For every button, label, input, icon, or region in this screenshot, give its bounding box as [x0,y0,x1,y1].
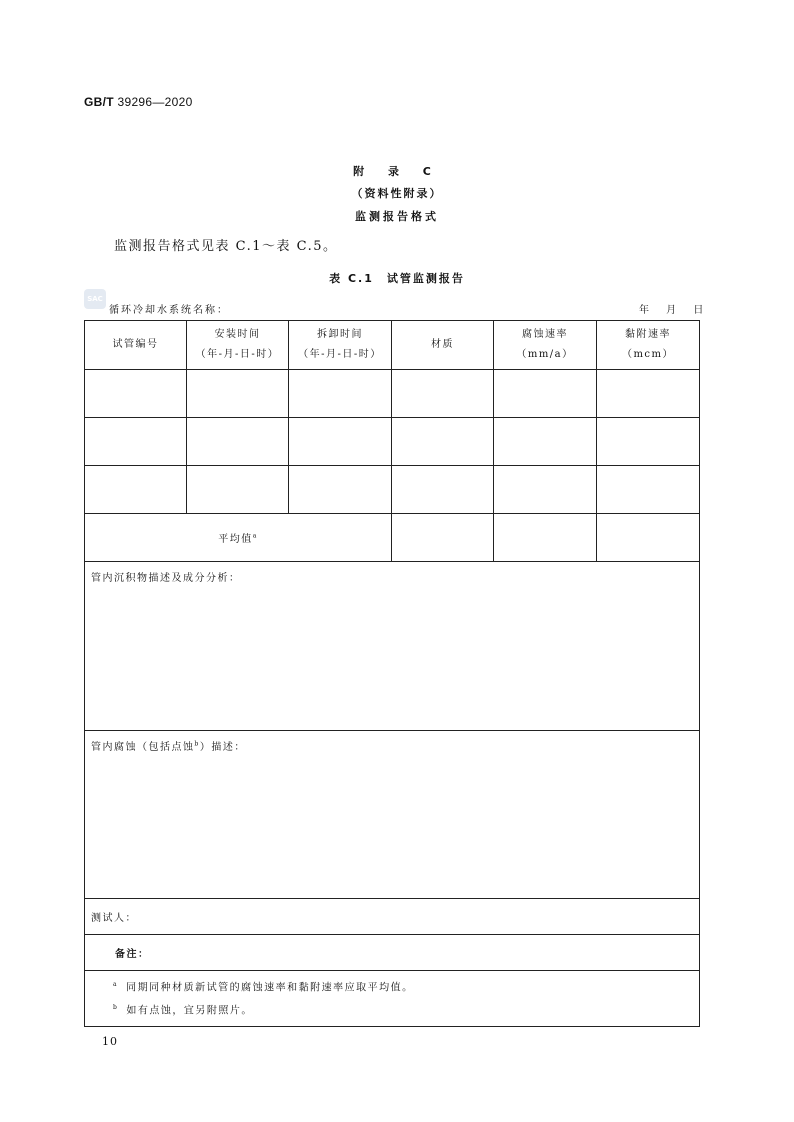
sac-watermark-icon: SAC [84,289,106,309]
table-cell[interactable] [85,466,187,514]
appendix-subtitle: （资料性附录） [351,187,443,200]
table-cell[interactable] [392,514,494,562]
col-header-install-time: 安装时间 （年-月-日-时） [187,321,289,370]
table-cell[interactable] [494,514,597,562]
table-cell[interactable] [85,418,187,466]
notes-row [85,971,700,1027]
remarks-row [85,935,700,971]
header-row [85,321,700,370]
remarks-label: 备注： [85,935,700,971]
col-header-removal-time: 拆卸时间 （年-月-日-时） [289,321,392,370]
table-cell[interactable] [494,418,597,466]
deposit-row [85,562,700,731]
system-name-label: 循环冷却水系统名称： [109,305,229,316]
corrosion-row [85,731,700,899]
appendix-name: 监测报告格式 [355,210,439,223]
table-cell[interactable] [494,370,597,418]
deposit-label: 管内沉积物描述及成分分析： [91,573,241,584]
footnote-a: $^a$ 同期同种材质新试管的腐蚀速率和黏附速率应取平均值。 [113,981,414,994]
table-cell[interactable] [289,466,392,514]
average-label-cell: 平均值$^a$ [85,514,392,562]
table-row [85,418,700,466]
col-header-corrosion-rate: 腐蚀速率 （mm/a） [494,321,597,370]
tester-row [85,899,700,935]
table-cell[interactable] [597,370,700,418]
tester-label: 测试人： [91,913,137,924]
table-cell[interactable] [85,370,187,418]
footnote-b: $^b$ 如有点蚀，宜另附照片。 [113,1004,253,1017]
date-label: 年 月 日 [639,305,706,316]
footnotes-cell [85,971,700,1027]
appendix-title: 附 录 C [353,165,441,178]
table-cell[interactable] [494,466,597,514]
col-header-tube-id: 试管编号 [85,321,187,370]
standard-code [84,95,193,109]
table-cell[interactable] [597,418,700,466]
footnote-mark: b [194,740,200,748]
table-cell[interactable] [597,466,700,514]
corrosion-description-field[interactable] [85,731,700,899]
table-cell[interactable] [187,466,289,514]
table-row [85,370,700,418]
table-cell[interactable] [392,370,494,418]
table-cell[interactable] [392,466,494,514]
average-row [85,514,700,562]
col-header-adhesion-rate: 黏附速率 （mcm） [597,321,700,370]
corrosion-label: 管内腐蚀（包括点蚀$^b$）描述： [91,740,246,753]
table-cell[interactable] [392,418,494,466]
monitoring-report-table [84,320,700,1027]
standard-prefix: GB/T [84,95,114,109]
table-row [85,466,700,514]
page-number: 10 [102,1035,118,1048]
table-cell[interactable] [187,370,289,418]
footnote-mark: a [252,532,258,540]
intro-text: 监测报告格式见表 C.1～表 C.5。 [114,239,338,254]
deposit-description-field[interactable] [85,562,700,731]
table-cell[interactable] [289,418,392,466]
table-title: 表 C.1 试管监测报告 [329,272,465,285]
table-cell[interactable] [597,514,700,562]
col-header-material: 材质 [392,321,494,370]
tester-field[interactable] [85,899,700,935]
standard-number: 39296—2020 [117,95,193,109]
table-cell[interactable] [187,418,289,466]
table-cell[interactable] [289,370,392,418]
